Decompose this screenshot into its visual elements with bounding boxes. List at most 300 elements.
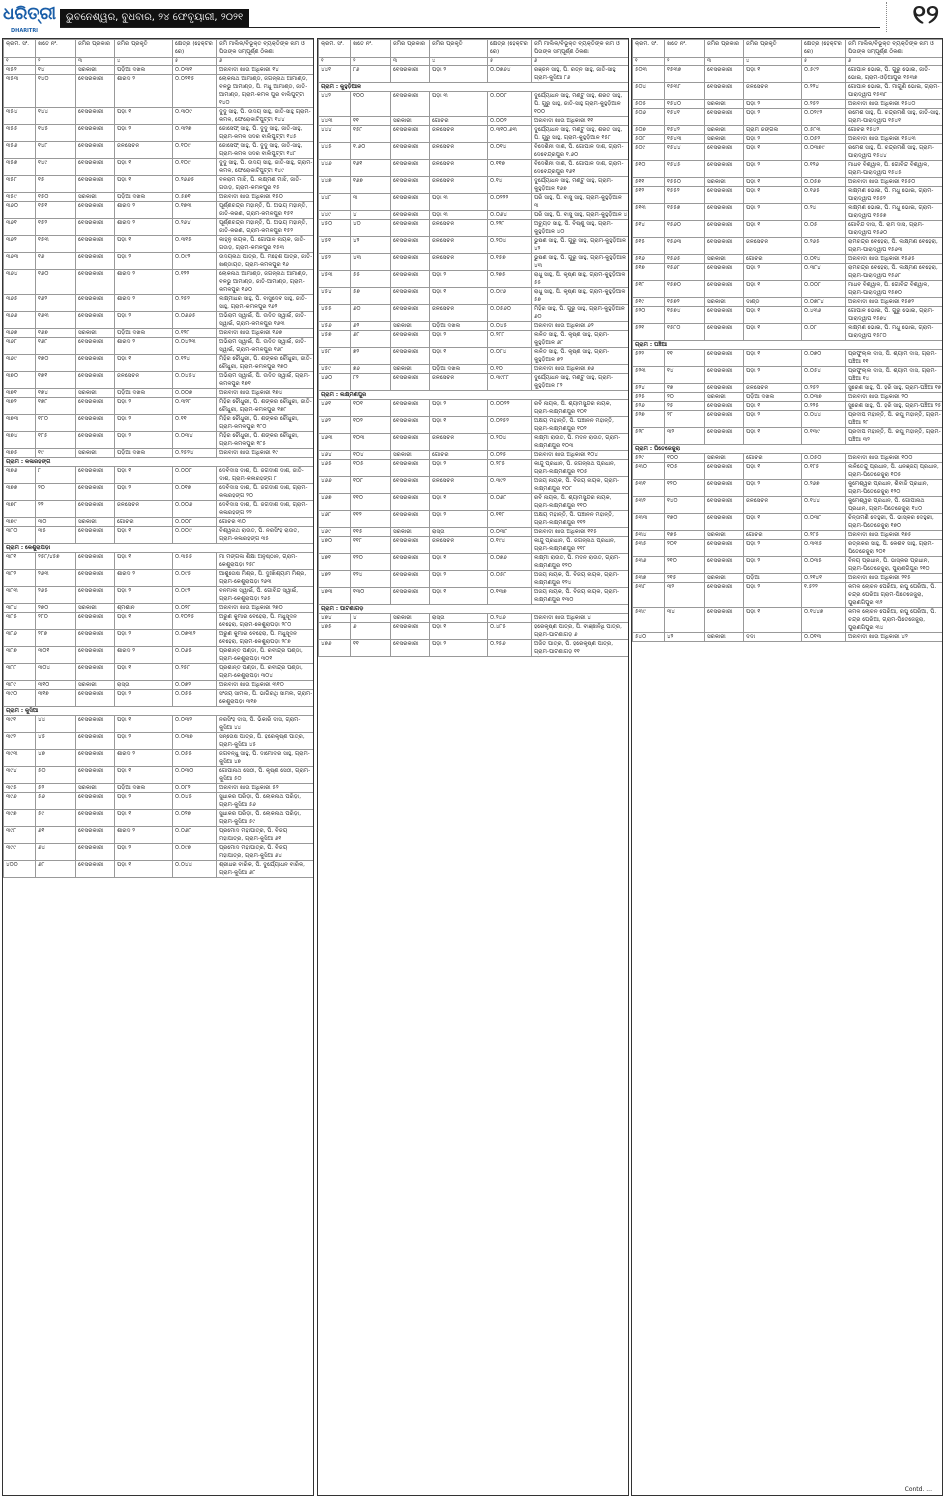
table-row <box>319 348 630 365</box>
cell-area: ୦.୧୨୮ <box>173 329 217 338</box>
cell-serial: ୫୦୩ <box>633 66 665 83</box>
table-row <box>319 494 630 511</box>
cell-land-type: ବେସରକାରୀ <box>76 527 115 544</box>
header-serial: କ୍ରମ. ସଂ. <box>4 40 36 58</box>
cell-owner-details: ବିନୟ ପ୍ରଧାନ, ପି. ଭାସ୍କର ପ୍ରଧାନ, ଗ୍ରାମ-ପିତେଜେଜୁରା, ପୁରାଣଗିପୁର ୨୧୦ <box>846 557 944 574</box>
cell-land-nature: ଜଳସେଚନ <box>430 143 488 160</box>
cell-land-type: ବେସରକାରୀ <box>76 415 115 432</box>
cell-khata: ୪୫ <box>36 733 76 750</box>
cell-owner-details: ଲକ୍ଷ୍ମୀ ରାଉତ, ପି. ମଦନ ରାଉତ, ଗ୍ରାମ-ଲକ୍ଷ୍ମଣପୁର ୧୦୩ <box>532 434 630 451</box>
cell-land-nature: ପଡ଼ା ୧ <box>430 288 488 305</box>
cell-serial: ୪୬୧ <box>319 400 351 417</box>
cell-land-nature: ପଡ଼ା ୧ <box>430 623 488 640</box>
table-row <box>4 108 315 125</box>
header-khata: ଖତେ ନଂ. <box>665 40 705 58</box>
table-row <box>4 664 315 681</box>
cell-serial: ୪୭୨ <box>319 571 351 588</box>
cell-land-nature: ଗ୍ରାମ ଜଙ୍ଗଲ <box>744 126 802 135</box>
cell-land-type: ବେସରକାରୀ <box>76 142 115 159</box>
table-row <box>4 142 315 159</box>
cell-land-nature: ପଡ଼ା ୨ <box>115 793 173 810</box>
cell-owner-details: ରଞ୍ଜନ ସାହୁ, ପି. ରତ୍ନ ସାହୁ, ଜାତି-ସାହୁ ଗ୍ରାମ-କୁସିଆ ୮୬ <box>532 66 630 83</box>
cell-land-nature: ପଡ଼ା ୨ <box>430 460 488 477</box>
cell-land-type: ବେସରକାରୀ <box>391 348 430 365</box>
table-row <box>4 159 315 176</box>
cell-land-nature: ପଡ଼ା ୧ <box>744 66 802 83</box>
table-row <box>633 583 944 608</box>
table-row <box>319 537 630 554</box>
cell-owner-details: ସୁଧାକର ପରିଡ଼ା, ପି. ଲୋକନାଥ ପରିଡ଼ା, ଗ୍ରାମ-କୁସିଆ ୫୯ <box>217 810 315 827</box>
cell-land-type: ବେସରକାରୀ <box>76 844 115 861</box>
cell-area: ୦.୧୧୭ <box>488 160 532 177</box>
cell-khata: ୧୧୨ <box>351 511 391 528</box>
cell-khata: ୨୨ <box>36 501 76 518</box>
cell-khata: ୨୫ <box>665 402 705 411</box>
cell-area: ୦.୨୫୨୪ <box>173 449 217 458</box>
cell-area: ୦.୦୪୨୩ <box>173 338 217 355</box>
cell-serial: ୫୧୩ <box>633 204 665 221</box>
cell-owner-details: ଅଭିରାମ ସ୍ୱାଇଁ, ପି. ଉଦିତ ସ୍ୱାଇଁ, ଗ୍ରାମ-କମଳପୁର ୧୭୧ <box>217 372 315 389</box>
cell-land-nature: ପଡ଼ା ୧ <box>744 144 802 161</box>
cell-khata: ୧୯ <box>36 449 76 458</box>
cell-serial: ୩୮୦ <box>4 527 36 544</box>
header-rule <box>60 27 880 28</box>
cell-khata: ୧୫୫୦ <box>665 178 705 187</box>
cell-khata: ୧୭୦ <box>665 514 705 531</box>
cell-land-nature: ଜଳସେଚନ <box>115 372 173 389</box>
table-row <box>633 574 944 583</box>
cell-serial: ୪୫୨ <box>319 254 351 271</box>
cell-serial: ୫୧୨ <box>633 187 665 204</box>
cell-owner-details: ରମେଶ ସାହୁ, ପି. ଚନ୍ଦ୍ରମଣି ସାହୁ, ଜାତି-ସାହୁ, ଗ୍ରାମ-ପାରାଦ୍ୱୀପ ୧୫୪୧ <box>846 109 944 126</box>
table-row <box>633 178 944 187</box>
cell-owner-details: ପୂର୍ଣ୍ଣଚନ୍ଦ୍ର ମହାନ୍ତି, ପି. ଅଭୟ ମହାନ୍ତି, ଜାତି-କରଣ, ଗ୍ରାମ-କମଳପୁର ୧୫୧ <box>217 202 315 219</box>
cell-owner-details: ଅନାବାଦୀ ଖାତା ଅଧିକାରୀ ୧୦୪ <box>532 451 630 460</box>
table-row <box>4 844 315 861</box>
cell-serial: ୪୪୬ <box>319 160 351 177</box>
cell-owner-details: ସୁଧାକର ପରିଡ଼ା, ପି. ଲୋକନାଥ ପରିଡ଼ା, ଗ୍ରାମ-କୁସିଆ ୫୬ <box>217 793 315 810</box>
cell-serial: ୪୬୩ <box>319 434 351 451</box>
cell-land-type: ସରକାରୀ <box>391 117 430 126</box>
cell-serial: ୪୫୧ <box>319 237 351 254</box>
cell-serial: ୫୩୭ <box>633 574 665 583</box>
cell-owner-details: ଗୋପାଳ ଭୋଇ, ପି. ଗୁରୁ ଭୋଇ, ଜାତି-ଭୋଇ, ଗ୍ରାମ-ଓଡ଼ିଆପୁର ୧୫୩୭ <box>846 66 944 83</box>
column-number: ୫ <box>173 58 217 66</box>
cell-land-type: ବେସରକାରୀ <box>76 75 115 108</box>
cell-land-type: ବେସରକାରୀ <box>705 608 744 633</box>
column-number-row <box>4 58 315 66</box>
cell-land-nature: ଜଳସେଚନ <box>430 237 488 254</box>
cell-owner-details: ଦେବିଦାସ ଦାଶ, ପି. ଜଗଦୀଶ ଦାଶ, ଗ୍ରାମ-କଳାରହଙ୍ଗ ୨୨ <box>217 501 315 518</box>
cell-land-type: ବେସରକାରୀ <box>705 204 744 221</box>
cell-area: ୦.୦୯୬ <box>488 288 532 305</box>
column-number: ୨ <box>665 58 705 66</box>
cell-khata: ୩୧୦ <box>36 681 76 690</box>
cell-owner-details: ଅଜୟ ନାୟକ, ପି. ବିଜୟ ନାୟକ, ଗ୍ରାମ-ଲକ୍ଷ୍ମଣପୁର ୧୨୪ <box>532 571 630 588</box>
cell-area: ୦.୦୨୧୫ <box>173 75 217 108</box>
cell-khata: ୧୦୧ <box>351 400 391 417</box>
cell-area: ୦.୦୪୪ <box>173 861 217 878</box>
cell-area: ୦.୦୦୭ <box>173 389 217 398</box>
table-row <box>633 204 944 221</box>
cell-land-nature: ପଡ଼ା ୧ <box>430 588 488 605</box>
cell-area: ୦.୩୯୮୮ <box>488 374 532 391</box>
column-number: ୨ <box>36 58 76 66</box>
cell-land-type: ବେସରକାରୀ <box>76 553 115 570</box>
cell-land-nature: ଶ୍ମଶାନ <box>115 604 173 613</box>
cell-land-type: ସରକାରୀ <box>391 528 430 537</box>
cell-land-type: ବେସରକାରୀ <box>391 92 430 117</box>
cell-land-nature: ପଡ଼ା ୧ <box>744 221 802 238</box>
cell-serial: ୫୦୪ <box>633 83 665 100</box>
cell-land-type: ବେସରକାରୀ <box>76 750 115 767</box>
table-row <box>633 540 944 557</box>
cell-land-nature: ଜଳସେଚନ <box>430 220 488 237</box>
cell-khata: ୧୫୩ <box>36 236 76 253</box>
cell-land-type: ବେସରକାରୀ <box>76 767 115 784</box>
cell-owner-details: ଅନାବାଦୀ ଖାତା ଅଧିକାରୀ ୧୪ <box>217 66 315 75</box>
table-row <box>319 237 630 254</box>
cell-khata: ୧୦୦ <box>351 92 391 117</box>
cell-serial: ୩୭୦ <box>4 372 36 389</box>
cell-owner-details: ରାମଚନ୍ଦ୍ର ବେହେରା, ପି. ଲକ୍ଷ୍ମଣ ବେହେରା, ଗ୍ରାମ-ପାରାଦ୍ୱୀପ ୧୫୬୩ <box>846 238 944 255</box>
cell-owner-details: ଅଜୟ ନାୟକ, ପି. ବିଜୟ ନାୟକ, ଗ୍ରାମ-ଲକ୍ଷ୍ମଣପୁର ୧୩୦ <box>532 588 630 605</box>
cell-owner-details: ରତ୍ନାକର ସାହୁ, ପି. କେଶବ ସାହୁ, ଗ୍ରାମ-ପିତେଜେଜୁରା ୨୦୧ <box>846 540 944 557</box>
cell-land-type: ବେସରକାରୀ <box>705 583 744 608</box>
cell-land-type: ବେସରକାରୀ <box>705 83 744 100</box>
cell-land-nature: ପଡ଼ା ୧ <box>744 463 802 480</box>
cell-land-nature: ପଡ଼ା ୧ <box>744 187 802 204</box>
cell-land-nature: ପଡ଼ିଆ ଦଖଲ <box>430 365 488 374</box>
table-row <box>633 393 944 402</box>
table-row <box>4 681 315 690</box>
cell-land-type: ବେସରକାରୀ <box>391 554 430 571</box>
table-row <box>633 66 944 83</box>
cell-land-type: ବେସରକାରୀ <box>705 109 744 126</box>
cell-khata: ୧୨୦ <box>351 554 391 571</box>
cell-land-type: ବେସରକାରୀ <box>76 716 115 733</box>
cell-land-type: ବେସରକାରୀ <box>76 484 115 501</box>
cell-khata: ୧୫୧ <box>36 202 76 219</box>
cell-owner-details: ଅନାବାଦୀ ଖାତା ଅଧିକାରୀ ୨୧୫ <box>846 574 944 583</box>
header-land-nature: ଜମିର ପ୍ରକୃତି <box>744 40 802 58</box>
cell-khata: ୨୮୦ <box>36 613 76 630</box>
table-row <box>319 92 630 117</box>
cell-serial: ୫୦୯ <box>633 144 665 161</box>
cell-owner-details: ପରି ସାହୁ, ପି. ବାସୁ ସାହୁ, ଗ୍ରାମ-କୁହୁଡ଼ିଆଳ ୩ <box>532 194 630 211</box>
cell-serial: ୫୩୪ <box>633 531 665 540</box>
cell-owner-details: ବଳରାମ ମାଝି, ପି. ଲକ୍ଷ୍ମଣ ମାଝି, ଜାତି-ଗଉଡ଼, ଗ୍ରାମ-କମଳପୁର ୧୫ <box>217 176 315 193</box>
cell-land-type: ବେସରକାରୀ <box>705 428 744 445</box>
cell-land-type: ବେସରକାରୀ <box>76 630 115 647</box>
table-row <box>319 117 630 126</box>
table-row <box>4 176 315 193</box>
cell-khata: ୧୫୮ <box>351 126 391 143</box>
cell-area: ୦.୦୫୫ <box>173 750 217 767</box>
cell-area: ୦.୦୩୫ <box>802 557 846 574</box>
cell-land-nature: ଜଳସେଚନ <box>430 126 488 143</box>
cell-serial: ୩୫୬ <box>4 142 36 159</box>
cell-land-nature: ପଡ଼ା ୧ <box>430 348 488 365</box>
cell-land-type: ବେସରକାରୀ <box>391 400 430 417</box>
cell-khata: ୧୧୮ <box>351 537 391 554</box>
cell-khata: ୧୫୬୦ <box>665 221 705 238</box>
cell-area: ୦.୧୦୯ <box>173 159 217 176</box>
cell-land-nature: ପଡ଼ା ୨ <box>115 484 173 501</box>
cell-serial: ୪୫୯ <box>319 365 351 374</box>
cell-khata: ୩୧୭ <box>36 690 76 707</box>
table-row <box>4 270 315 295</box>
cell-owner-details: ନରସିଂହ ଦାସ, ପି. ଭିକାରି ଦାସ, ଗ୍ରାମ-କୁସିଆ ୪୪ <box>217 716 315 733</box>
cell-area: ୦.୦୭୮୪ <box>802 298 846 307</box>
cell-area: ୦.୨୫୨ <box>173 295 217 312</box>
cell-land-nature: ଗୋଚର <box>430 117 488 126</box>
cell-owner-details: ଅନାବାଦୀ ଖାତା ଅଧିକାରୀ ୧୫୪୦ <box>846 100 944 109</box>
cell-land-nature: ଶାରଦ ୨ <box>115 219 173 236</box>
header-serial: କ୍ରମ. ସଂ. <box>319 40 351 58</box>
dotted-divider <box>886 2 887 32</box>
header-row <box>319 40 630 58</box>
table-row <box>319 554 630 571</box>
cell-owner-details: ରାଧୁ ସାହୁ, ପି. କୃଷ୍ଣ ସାହୁ, ଗ୍ରାମ-କୁହୁଡ଼ିଆଳ ୫୭ <box>532 288 630 305</box>
cell-land-type: ବେସରକାରୀ <box>391 434 430 451</box>
cell-land-type: ବେସରକାରୀ <box>705 402 744 411</box>
cell-serial: ୩୭୯ <box>4 518 36 527</box>
cell-owner-details: ଅରୁଣ କୁମାର ବେହେରା, ପି. ମଧୁସୂଦନ ବେହେରା, ଗ୍ରାମ-କେଶୁରାପଡ଼ା ୨୮୭ <box>217 630 315 647</box>
cell-serial: ୫୩୬ <box>633 557 665 574</box>
table-row <box>319 305 630 322</box>
cell-khata: ୧୫୮୦ <box>665 324 705 341</box>
cell-land-nature: ପଡ଼ା ୨ <box>430 511 488 528</box>
cell-khata: ୧୬୮ <box>36 338 76 355</box>
cell-land-type: ବେସରକାରୀ <box>391 417 430 434</box>
cell-owner-details: ଅନାବାଦୀ ଖାତା ଅଧିକାରୀ ୧୯ <box>217 449 315 458</box>
table-row <box>633 367 944 384</box>
cell-area: ୦.୦୩୮ <box>488 528 532 537</box>
cell-area: ୦.୦୨୮ <box>173 604 217 613</box>
table-row <box>319 477 630 494</box>
village-name: ଗ୍ରାମ : କଳାରହଙ୍ଗ <box>4 458 315 467</box>
table-row <box>4 329 315 338</box>
cell-khata: ୫୨ <box>36 784 76 793</box>
table-row <box>633 428 944 445</box>
cell-khata: ୫୬ <box>36 793 76 810</box>
cell-owner-details: ଅନାବାଦୀ ଖାତା ଅଧିକାରୀ ୨୦ <box>846 393 944 402</box>
cell-area: ୦.୨୬୬୫ <box>173 176 217 193</box>
cell-area: ୦.୦୨୫ <box>488 451 532 460</box>
column-number: ୨ <box>351 58 391 66</box>
cell-serial: ୩୫୭ <box>4 159 36 176</box>
table-row <box>319 588 630 605</box>
cell-area: ୦.୦୮୪ <box>488 348 532 365</box>
header-owner-details: ଜମି ମାଲିକ/ବିଭୂକ୍ତ ବ୍ୟକ୍ତିଙ୍କ ନାମ ଓ ପିତାଙ୍କ ସମ୍ପୂର୍ଣ୍ଣ ଠିକଣା <box>217 40 315 58</box>
cell-area: ୦.୦୪୪ <box>802 411 846 428</box>
cell-serial: ୩୮୬ <box>4 630 36 647</box>
cell-owner-details: ଆଶୁତୋଷ ମିଶ୍ର, ପି. ଦୁଃଖିଶ୍ୟାମ ମିଶ୍ର, ଗ୍ରାମ-କେଶୁରାପଡ଼ା ୨୬୩ <box>217 570 315 587</box>
cell-khata: ୧୦୮ <box>351 477 391 494</box>
cell-area: ୦.୧୪ <box>488 177 532 194</box>
cell-serial: ୫୦୫ <box>633 100 665 109</box>
cell-serial: ୫୨୧ <box>633 324 665 341</box>
village-name: ଗ୍ରାମ : କୁହୁଡ଼ିଆଳ <box>319 83 630 92</box>
cell-land-type: ବେସରକାରୀ <box>391 537 430 554</box>
table-row <box>319 271 630 288</box>
cell-area: ୦.୧୧୮ <box>488 511 532 528</box>
cell-area: ୦.୦୪୫ <box>173 793 217 810</box>
cell-land-type: ସରକାରୀ <box>391 322 430 331</box>
cell-serial: ୫୧୫ <box>633 238 665 255</box>
cell-land-type: ବେସରକାରୀ <box>76 861 115 878</box>
table-row <box>4 716 315 733</box>
cell-khata: ୨୮ <box>665 411 705 428</box>
cell-serial: ୫୧୧ <box>633 178 665 187</box>
cell-owner-details: ପ୍ରଦୀପ ମହାନ୍ତି, ପି. ରଘୁ ମହାନ୍ତି, ଗ୍ରାମ-ପଞ୍ଚିଆ ୨୮ <box>846 411 944 428</box>
cell-area: ୦.୨୮୫ <box>488 460 532 477</box>
cell-area: ୦.୩୧୫ <box>173 236 217 253</box>
table-row <box>633 144 944 161</box>
cell-area: ୦.୨୬୭ <box>802 480 846 497</box>
cell-owner-details: ପ୍ରମୋଦ ମହାପାତ୍ର, ପି. ବିଜୟ ମହାପାତ୍ର, ଗ୍ରାମ-କୁସିଆ ୬୪ <box>217 844 315 861</box>
table-row <box>633 557 944 574</box>
cell-area: ୦.୨୫୨ <box>802 384 846 393</box>
column-number-row <box>633 58 944 66</box>
cell-khata: ୨୦ <box>665 393 705 402</box>
cell-khata: ୧୦୩ <box>351 434 391 451</box>
cell-land-nature: ପଡ଼ା ୨ <box>744 264 802 281</box>
cell-land-nature: ଶାରଦ ୨ <box>115 75 173 108</box>
cell-khata: ୧୫୪୦ <box>665 100 705 109</box>
cell-land-type: ବେସରକାରୀ <box>391 374 430 391</box>
cell-land-type: ସରକାରୀ <box>391 365 430 374</box>
cell-khata: ୧୫୪୩ <box>665 135 705 144</box>
cell-area: ୦.୩୮୪ <box>802 264 846 281</box>
cell-khata: ୧୬୭ <box>351 177 391 194</box>
cell-land-type: ବେସରକାରୀ <box>76 827 115 844</box>
cell-land-type: ବେସରକାରୀ <box>76 312 115 329</box>
cell-land-type: ବେସରକାରୀ <box>76 810 115 827</box>
cell-area: ୦.୫୯୨ <box>802 66 846 83</box>
cell-khata: ୩୦ <box>36 518 76 527</box>
column-number: ୧ <box>319 58 351 66</box>
column-number: ୩ <box>391 58 430 66</box>
cell-land-nature: ପଡ଼ା ୨ <box>744 540 802 557</box>
cell-area: ୦.୩୨୮ <box>173 398 217 415</box>
cell-khata: ୬୧ <box>36 827 76 844</box>
cell-land-type: ବେସରକାରୀ <box>391 220 430 237</box>
cell-owner-details: ସୁରେଶ ସାହୁ, ପି. ହରି ସାହୁ, ଗ୍ରାମ-ପଞ୍ଚିଆ ୨୫ <box>846 402 944 411</box>
cell-land-nature: ଗୋଚର <box>744 255 802 264</box>
cell-serial: ୫୧୪ <box>633 221 665 238</box>
cell-area: ୦.୦୮୨ <box>173 784 217 793</box>
table-row <box>319 254 630 271</box>
cell-serial: ୫୨୨ <box>633 350 665 367</box>
cell-land-nature: ପଡ଼ା ୧ <box>744 402 802 411</box>
cell-khata: ୧୨୪ <box>351 571 391 588</box>
cell-serial: ୩୭୫ <box>4 449 36 458</box>
cell-serial: ୪୬୮ <box>319 511 351 528</box>
cell-area: ୦.୨୬୪ <box>173 219 217 236</box>
cell-khata: ୬ <box>351 623 391 640</box>
cell-land-type: ବେସରକାରୀ <box>705 411 744 428</box>
cell-land-nature: ପଡ଼ା ୨ <box>430 571 488 588</box>
cell-land-nature: ପଡ଼ା ୧ <box>115 861 173 878</box>
cell-land-nature: ପଡ଼ା ୨ <box>430 640 488 657</box>
cell-land-nature: ପଡ଼ା ୨ <box>744 204 802 221</box>
cell-serial: ୫୨୮ <box>633 428 665 445</box>
cell-serial: ୪୫୪ <box>319 288 351 305</box>
cell-khata: ୧୭ <box>665 384 705 393</box>
cell-land-type: ବେସରକାରୀ <box>391 640 430 657</box>
cell-owner-details: ଅଜିତ ପାତ୍ର, ପି. ହରେକୃଷ୍ଣ ପାତ୍ର, ଗ୍ରାମ-ପାଟଣାଗଡ଼ ୧୧ <box>532 640 630 657</box>
cell-serial: ୩୯୬ <box>4 793 36 810</box>
table-row <box>319 177 630 194</box>
cell-land-nature: ପଡ଼ା ୨ <box>430 331 488 348</box>
cell-area: ୦.୦୨୫୨ <box>488 417 532 434</box>
cell-area: ୧.୫୨୨ <box>802 583 846 608</box>
table-row <box>633 281 944 298</box>
continued-note: Contd. ... <box>904 1486 932 1493</box>
village-section-row <box>319 83 630 92</box>
cell-area: ୦.୦୦୮ <box>802 281 846 298</box>
cell-land-nature: ପଡ଼ିଆ ଦଖଲ <box>115 66 173 75</box>
cell-land-nature: ଶାରଦ ୨ <box>115 295 173 312</box>
cell-khata: ୧୬୧ <box>351 160 391 177</box>
cell-area: ୦.୦୦୬ <box>173 501 217 518</box>
cell-serial: ୩୫୪ <box>4 108 36 125</box>
cell-land-nature: ପଡ଼ା ୨ <box>744 367 802 384</box>
cell-area: ୦.୦୩୭୯ <box>802 144 846 161</box>
cell-land-type: ବେସରକାରୀ <box>391 331 430 348</box>
cell-owner-details: କମଳ ଲୋଚନ ପେରିଆ, ରଘୁ ପେରିଆ, ପି. ଚନ୍ଦ୍ର ପେରିଆ, ଗ୍ରାମ-ପିତେଜେଜୁରା, ପୁରାଣଗିପୁର ୩୪ <box>846 608 944 633</box>
cell-land-type: ସରକାରୀ <box>76 329 115 338</box>
cell-owner-details: ଜଗବନ୍ଧୁ ସାହୁ, ପି. ଦାମୋଦର ସାହୁ, ଗ୍ରାମ-କୁସିଆ ୪୭ <box>217 750 315 767</box>
cell-land-type: ବେସରକାରୀ <box>76 372 115 389</box>
cell-khata: ୩ <box>351 194 391 211</box>
cell-owner-details: ଭୁଷଣ ସାହୁ, ପି. ଗୁରୁ ସାହୁ, ଗ୍ରାମ-କୁହୁଡ଼ିଆଳ ୪୨ <box>532 237 630 254</box>
cell-khata: ୬୮ <box>36 861 76 878</box>
cell-area: ୦.୦୫୨ <box>802 135 846 144</box>
cell-serial: ୪୪୭ <box>319 177 351 194</box>
table-row <box>319 623 630 640</box>
cell-land-type: ବେସରକାରୀ <box>391 194 430 211</box>
cell-serial: ୩୬୫ <box>4 295 36 312</box>
cell-khata: ୨୭୦ <box>36 604 76 613</box>
cell-serial: ୪୪୧ <box>319 66 351 83</box>
cell-serial: ୩୬୪ <box>4 270 36 295</box>
cell-serial: ୩୯୫ <box>4 784 36 793</box>
cell-khata: ୧୧୦ <box>351 494 391 511</box>
cell-land-type: ସରକାରୀ <box>705 454 744 463</box>
header-land-type: ଜମିର ପ୍ରକାର <box>391 40 430 58</box>
cell-owner-details: ପ୍ରଫୁଲ୍ଲ ଦାସ, ପି. ଶ୍ୟାମ ଦାସ, ଗ୍ରାମ-ପଞ୍ଚିଆ ୧୧ <box>846 350 944 367</box>
table-row <box>4 810 315 827</box>
cell-area: ୦.୧୨୨ <box>173 270 217 295</box>
cell-area: ୦.୦୩୦ <box>173 767 217 784</box>
cell-area: ୦.୦୩୭ <box>802 393 846 402</box>
table-row <box>633 454 944 463</box>
table-row <box>4 767 315 784</box>
table-row <box>633 531 944 540</box>
cell-land-nature: ରାସ୍ତା <box>430 614 488 623</box>
cell-serial: ୪୭୧ <box>319 554 351 571</box>
table-row <box>4 784 315 793</box>
cell-land-type: ବେସରକାରୀ <box>76 570 115 587</box>
cell-khata: ୧୪ <box>36 66 76 75</box>
cell-owner-details: ଲକ୍ଷ୍ମଣ ଭୋଇ, ପି. ମଧୁ ଭୋଇ, ଗ୍ରାମ-ପାରାଦ୍ୱୀପ ୧୫୫୭ <box>846 204 944 221</box>
cell-serial: ୩୫୩ <box>4 75 36 108</box>
header-khata: ଖତେ ନଂ. <box>36 40 76 58</box>
cell-land-nature: ପଡ଼ା ୨ <box>115 398 173 415</box>
